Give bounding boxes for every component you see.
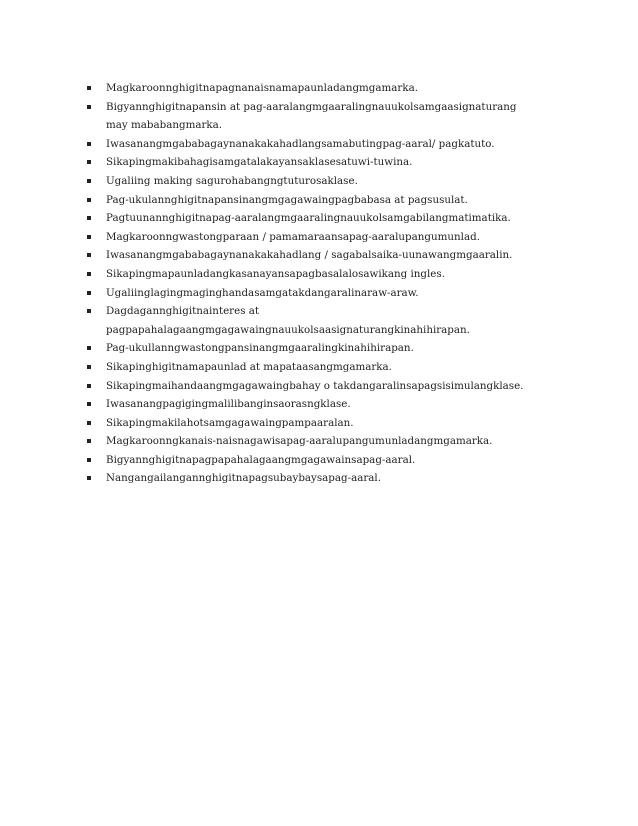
list-item-text: Dagdagannghigitnainteres at pagpapahalagaangmgagawaingnauukolsaasignaturangkinahihirapan. (106, 305, 470, 336)
list-item (87, 98, 527, 135)
list-item (87, 153, 527, 172)
list-item (87, 358, 527, 377)
square-bullet-icon (87, 439, 91, 443)
square-bullet-icon (87, 198, 91, 202)
square-bullet-icon (87, 253, 91, 257)
square-bullet-icon (87, 216, 91, 220)
list-item-text: Sikapingmakibahagisamgatalakayansaklasesatuwi-tuwina. (106, 156, 413, 169)
list-item (87, 451, 527, 470)
list-item (87, 191, 527, 210)
square-bullet-icon (87, 384, 91, 388)
list-item-text: Pag-ukulannghigitnapansinangmgagawaingpagbabasa at pagsusulat. (106, 193, 468, 206)
square-bullet-icon (87, 105, 91, 109)
square-bullet-icon (87, 402, 91, 406)
list-item-text: Iwasanangmgababagaynanakakahadlang / sagabalsaika-uunawangmgaaralin. (106, 249, 513, 262)
square-bullet-icon (87, 179, 91, 183)
list-item-text: Nangangailangannghigitnapagsubaybaysapag-aaral. (106, 472, 381, 485)
list-item (87, 414, 527, 433)
square-bullet-icon (87, 365, 91, 369)
list-item (87, 209, 527, 228)
list-item (87, 395, 527, 414)
list-item-text: Ugaliing making sagurohabangngtuturosaklase. (106, 174, 358, 187)
list-item (87, 228, 527, 247)
list-item (87, 135, 527, 154)
list-item (87, 284, 527, 303)
list-item-text: Sikapingmaihandaangmgagawaingbahay o takdangaralinsapagsisimulangklase. (106, 379, 524, 392)
list-item-text: Sikapingmapaunladangkasanayansapagbasalalosawikang ingles. (106, 267, 445, 280)
list-item-text: Magkaroonnghigitnapagnanaisnamapaunladangmgamarka. (106, 82, 419, 94)
square-bullet-icon (87, 142, 91, 146)
square-bullet-icon (87, 272, 91, 276)
square-bullet-icon (87, 458, 91, 462)
list-item (87, 469, 527, 488)
square-bullet-icon (87, 421, 91, 425)
bullet-list (87, 79, 527, 488)
list-item-text: Sikapingmakilahotsamgagawaingpampaaralan. (106, 416, 354, 429)
list-item-text: Iwasanangpagigingmalilibanginsaorasngklase. (106, 398, 351, 411)
list-item (87, 265, 527, 284)
list-item (87, 432, 527, 451)
list-item-text: Magkaroonngwastongparaan / pamamaraansapag-aaralupangumunlad. (106, 230, 480, 243)
list-item (87, 377, 527, 396)
list-item-text: Pagtuunannghigitnapag-aaralangmgaaralingnauukolsamgabilangmatimatika. (106, 212, 511, 225)
list-item-text: Magkaroonngkanais-naisnagawisapag-aaralupangumunladangmgamarka. (106, 435, 493, 448)
square-bullet-icon (87, 291, 91, 295)
list-item (87, 246, 527, 265)
list-item (87, 339, 527, 358)
square-bullet-icon (87, 309, 91, 313)
list-item (87, 302, 527, 339)
list-item-text: Sikapinghigitnamapaunlad at mapataasangmgamarka. (106, 360, 392, 373)
list-item (87, 79, 527, 98)
square-bullet-icon (87, 235, 91, 239)
list-item-text: Iwasanangmgababagaynanakakahadlangsamabutingpag-aaral/ pagkatuto. (106, 137, 495, 150)
list-item-text: Bigyannghigitnapagpapahalagaangmgagawainsapag-aaral. (106, 453, 416, 466)
square-bullet-icon (87, 476, 91, 480)
list-item-text: Pag-ukullanngwastongpansinangmgaaralingkinahihirapan. (106, 342, 414, 355)
list-item-text: Bigyannghigitnapansin at pag-aaralangmgaaralingnauukolsamgaasignaturang may mababangmarka. (106, 100, 520, 132)
square-bullet-icon (87, 86, 91, 90)
square-bullet-icon (87, 160, 91, 164)
square-bullet-icon (87, 346, 91, 350)
list-item (87, 172, 527, 191)
list-item-text: Ugaliinglagingmaginghandasamgatakdangaralinaraw-araw. (106, 286, 419, 299)
